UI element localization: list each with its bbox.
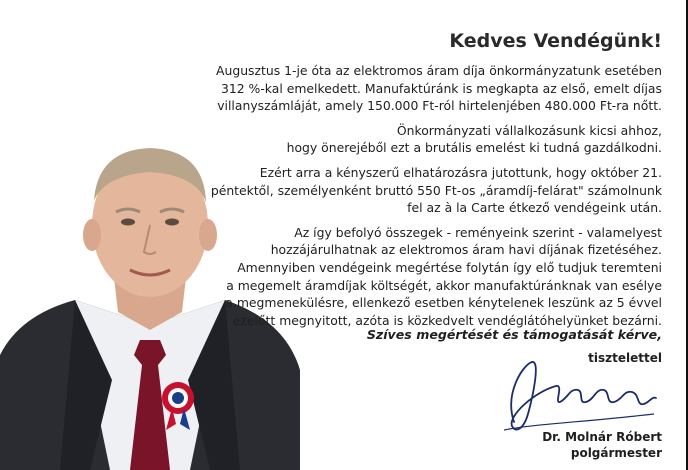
text-line: Augusztus 1-je óta az elektromos áram díja önkormányzatunk esetében xyxy=(216,63,662,78)
paragraph-price-increase xyxy=(182,62,662,115)
paragraph-surcharge xyxy=(182,164,662,217)
letter-title: Kedves Vendégünk! xyxy=(449,30,662,52)
text-line: fel az à la Carte étkező vendégeink után. xyxy=(407,200,662,216)
handwritten-signature xyxy=(494,352,662,442)
paragraph-small-business xyxy=(182,122,662,157)
closing-line: Szíves megértését és támogatását kérve, xyxy=(366,327,662,342)
letter-paragraphs xyxy=(182,62,662,336)
text-line: hogy önerejéből ezt a brutális emelést ki tudná gazdálkodni. xyxy=(286,140,662,156)
text-line: villanyszámláját, amely 150.000 Ft-ról hirtelenjében 480.000 Ft-ra nőtt. xyxy=(217,98,662,114)
text-line: a megemelt áramdíjak költségét, akkor manufaktúránknak van esélye xyxy=(226,277,662,293)
text-line: Önkormányzati vállalkozásunk kicsi ahhoz, xyxy=(396,122,662,138)
signer-title: polgármester xyxy=(570,446,662,460)
text-line: péntektől, személyenként bruttó 550 Ft-os „áramdíj-felárat" számolnunk xyxy=(210,182,662,198)
regards-line: tisztelettel xyxy=(588,351,662,365)
paragraph-outlook xyxy=(182,224,662,330)
text-line: Ezért arra a kényszerű elhatározásra jutottunk, hogy október 21. xyxy=(259,164,662,180)
text-line: ezelőtt megnyitott, azóta is közkedvelt vendéglátóhelyünket bezárni. xyxy=(232,312,662,328)
text-line: a megmenekülésre, ellenkező esetben kénytelenek leszünk az 5 évvel xyxy=(225,295,662,311)
text-line: 312 %-kal emelkedett. Manufaktúránk is megkapta az első, emelt díjas xyxy=(220,80,662,96)
signer-name: Dr. Molnár Róbert xyxy=(542,430,662,444)
text-line: Amennyiben vendégeink megértése folytán így elő tudjuk teremteni xyxy=(237,259,662,275)
text-line: Az így befolyó összegek - reményeink szerint - valamelyest xyxy=(294,224,662,240)
text-line: hozzájárulhatnak az elektromos áram havi díjának fizetéséhez. xyxy=(270,242,662,258)
